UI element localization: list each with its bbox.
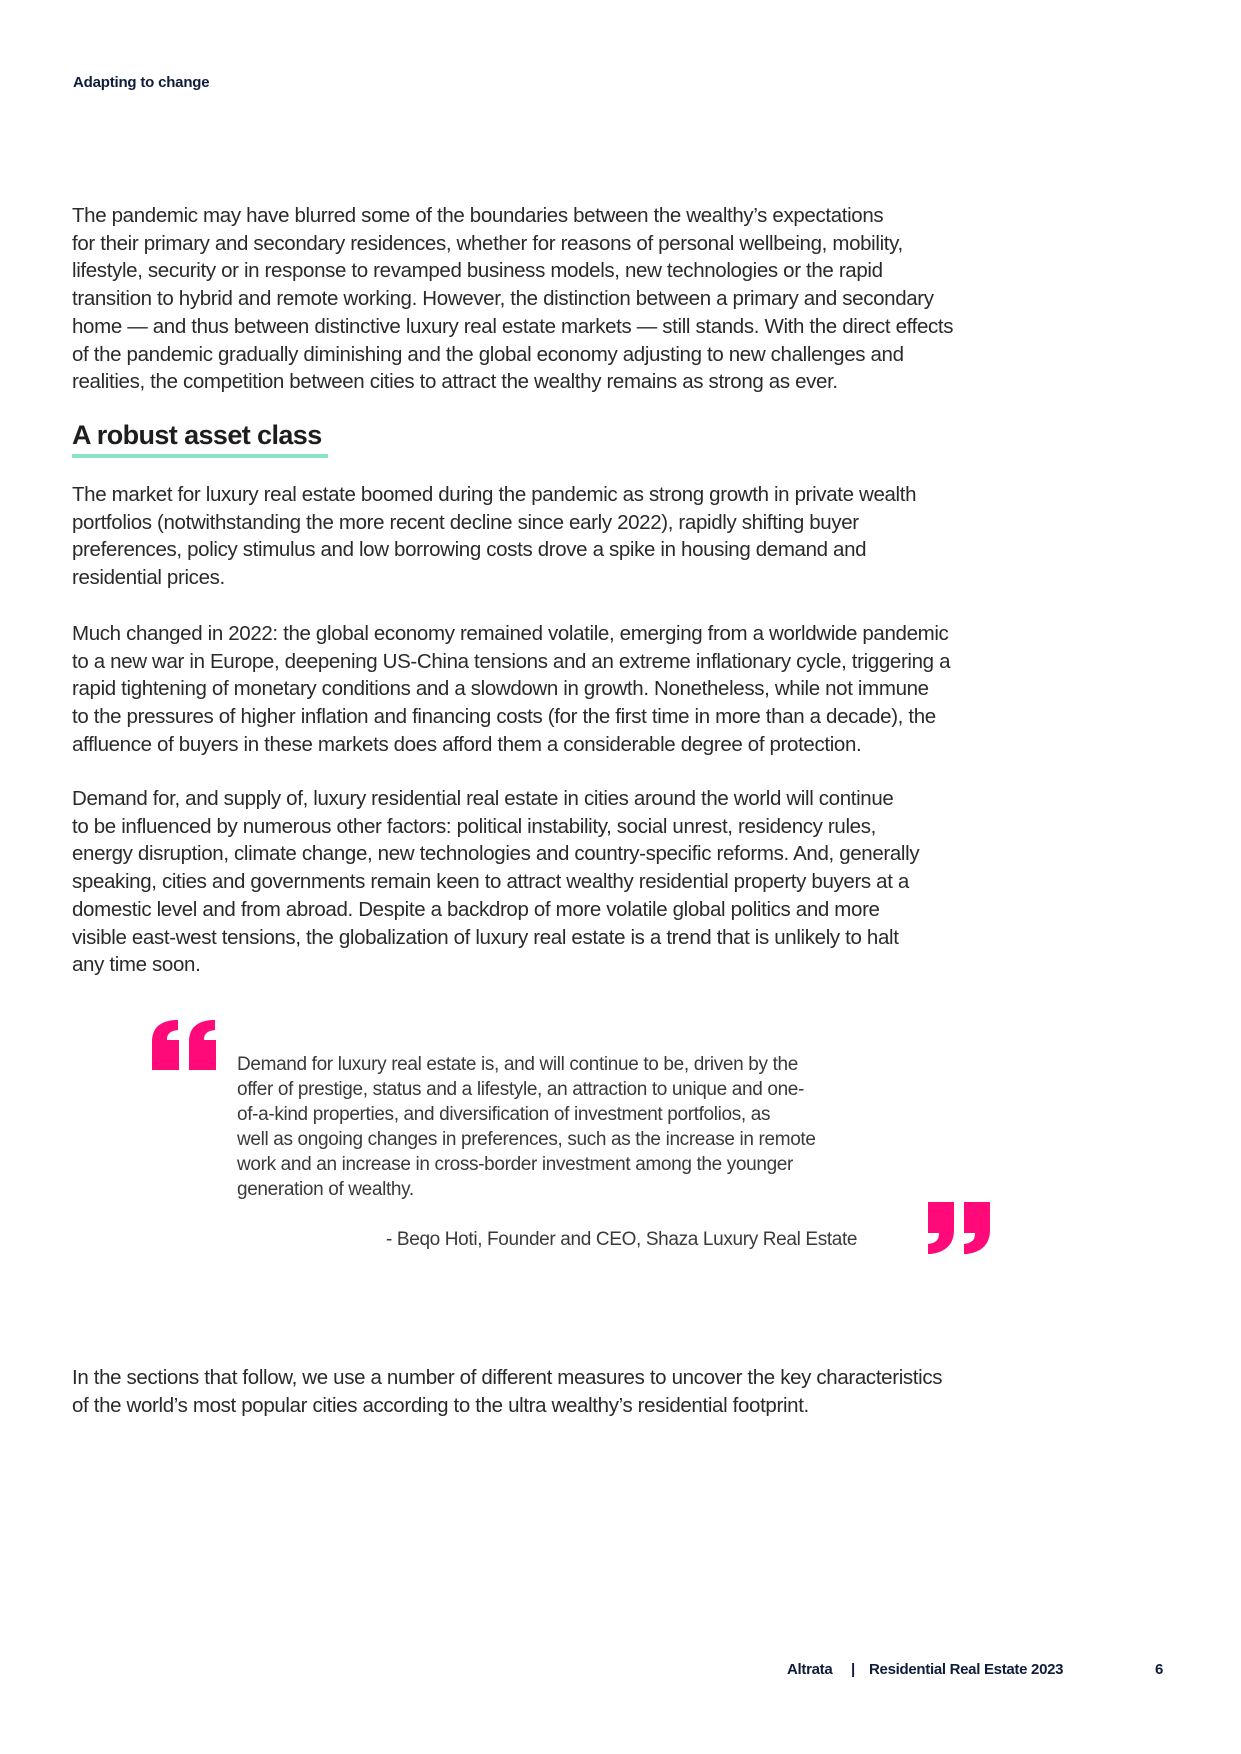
text-line: visible east-west tensions, the globalization of luxury real estate is a trend that is unlikely to halt	[72, 925, 899, 949]
text-line: In the sections that follow, we use a number of different measures to uncover the key characteristics	[72, 1366, 943, 1389]
quote-line: work and an increase in cross-border investment among the younger	[237, 1154, 793, 1175]
text-line: energy disruption, climate change, new technologies and country-specific reforms. And, generally	[72, 842, 920, 866]
text-line: to the pressures of higher inflation and financing costs (for the first time in more than a decade), the	[72, 705, 936, 729]
text-line: to a new war in Europe, deepening US-China tensions and an extreme inflationary cycle, triggering a	[72, 649, 951, 673]
section-heading: A robust asset class	[72, 420, 322, 450]
text-line: of the pandemic gradually diminishing and the global economy adjusting to new challenges and	[72, 342, 904, 366]
footer-separator: |	[851, 1661, 855, 1678]
quote-line: Demand for luxury real estate is, and will continue to be, driven by the	[237, 1054, 798, 1075]
text-line: speaking, cities and governments remain keen to attract wealthy residential property buyers at a	[72, 870, 909, 894]
text-line: residential prices.	[72, 566, 225, 590]
text-line: home — and thus between distinctive luxury real estate markets — still stands. With the direct effects	[72, 314, 954, 338]
text-line: realities, the competition between cities to attract the wealthy remains as strong as ever.	[72, 370, 838, 394]
text-line: any time soon.	[72, 953, 201, 977]
demand-supply-paragraph	[72, 785, 1102, 979]
text-line: to be influenced by numerous other factors: political instability, social unrest, residency rules,	[72, 814, 876, 838]
quote-text	[237, 1052, 917, 1202]
text-line: Much changed in 2022: the global economy remained volatile, emerging from a worldwide pandemic	[72, 622, 949, 645]
heading-underline	[72, 454, 328, 458]
changed-2022-paragraph	[72, 620, 1102, 759]
text-line: for their primary and secondary residences, whether for reasons of personal wellbeing, mobility,	[72, 231, 903, 255]
text-line: rapid tightening of monetary conditions and a slowdown in growth. Nonetheless, while not immune	[72, 677, 929, 701]
page-number: 6	[1155, 1661, 1164, 1678]
text-line: lifestyle, security or in response to revamped business models, new technologies or the rapid	[72, 259, 883, 283]
quote-attribution: - Beqo Hoti, Founder and CEO, Shaza Luxury Real Estate	[386, 1229, 858, 1250]
text-line: of the world’s most popular cities according to the ultra wealthy’s residential footprint.	[72, 1393, 809, 1417]
text-line: Demand for, and supply of, luxury residential real estate in cities around the world will continue	[72, 787, 894, 810]
quote-line: of-a-kind properties, and diversification of investment portfolios, as	[237, 1104, 771, 1125]
closing-paragraph	[72, 1364, 1102, 1419]
intro-paragraph	[72, 202, 1102, 396]
text-line: transition to hybrid and remote working. However, the distinction between a primary and secondary	[72, 287, 934, 311]
quote-close-icon	[927, 1202, 992, 1254]
text-line: The market for luxury real estate boomed during the pandemic as strong growth in private wealth	[72, 483, 917, 506]
quote-open-icon	[150, 1020, 218, 1070]
text-line: The pandemic may have blurred some of the boundaries between the wealthy’s expectations	[72, 204, 884, 227]
quote-line: generation of wealthy.	[237, 1179, 414, 1200]
footer-report-title: Residential Real Estate 2023	[869, 1661, 1064, 1678]
text-line: domestic level and from abroad. Despite a backdrop of more volatile global politics and more	[72, 897, 880, 921]
market-paragraph	[72, 481, 1102, 592]
footer-brand: Altrata	[787, 1661, 833, 1678]
quote-line: offer of prestige, status and a lifestyle, an attraction to unique and one-	[237, 1079, 804, 1100]
quote-line: well as ongoing changes in preferences, such as the increase in remote	[237, 1129, 816, 1150]
text-line: portfolios (notwithstanding the more recent decline since early 2022), rapidly shifting buyer	[72, 510, 859, 534]
text-line: preferences, policy stimulus and low borrowing costs drove a spike in housing demand and	[72, 538, 867, 562]
section-label: Adapting to change	[73, 74, 210, 91]
text-line: affluence of buyers in these markets does afford them a considerable degree of protection.	[72, 732, 862, 756]
